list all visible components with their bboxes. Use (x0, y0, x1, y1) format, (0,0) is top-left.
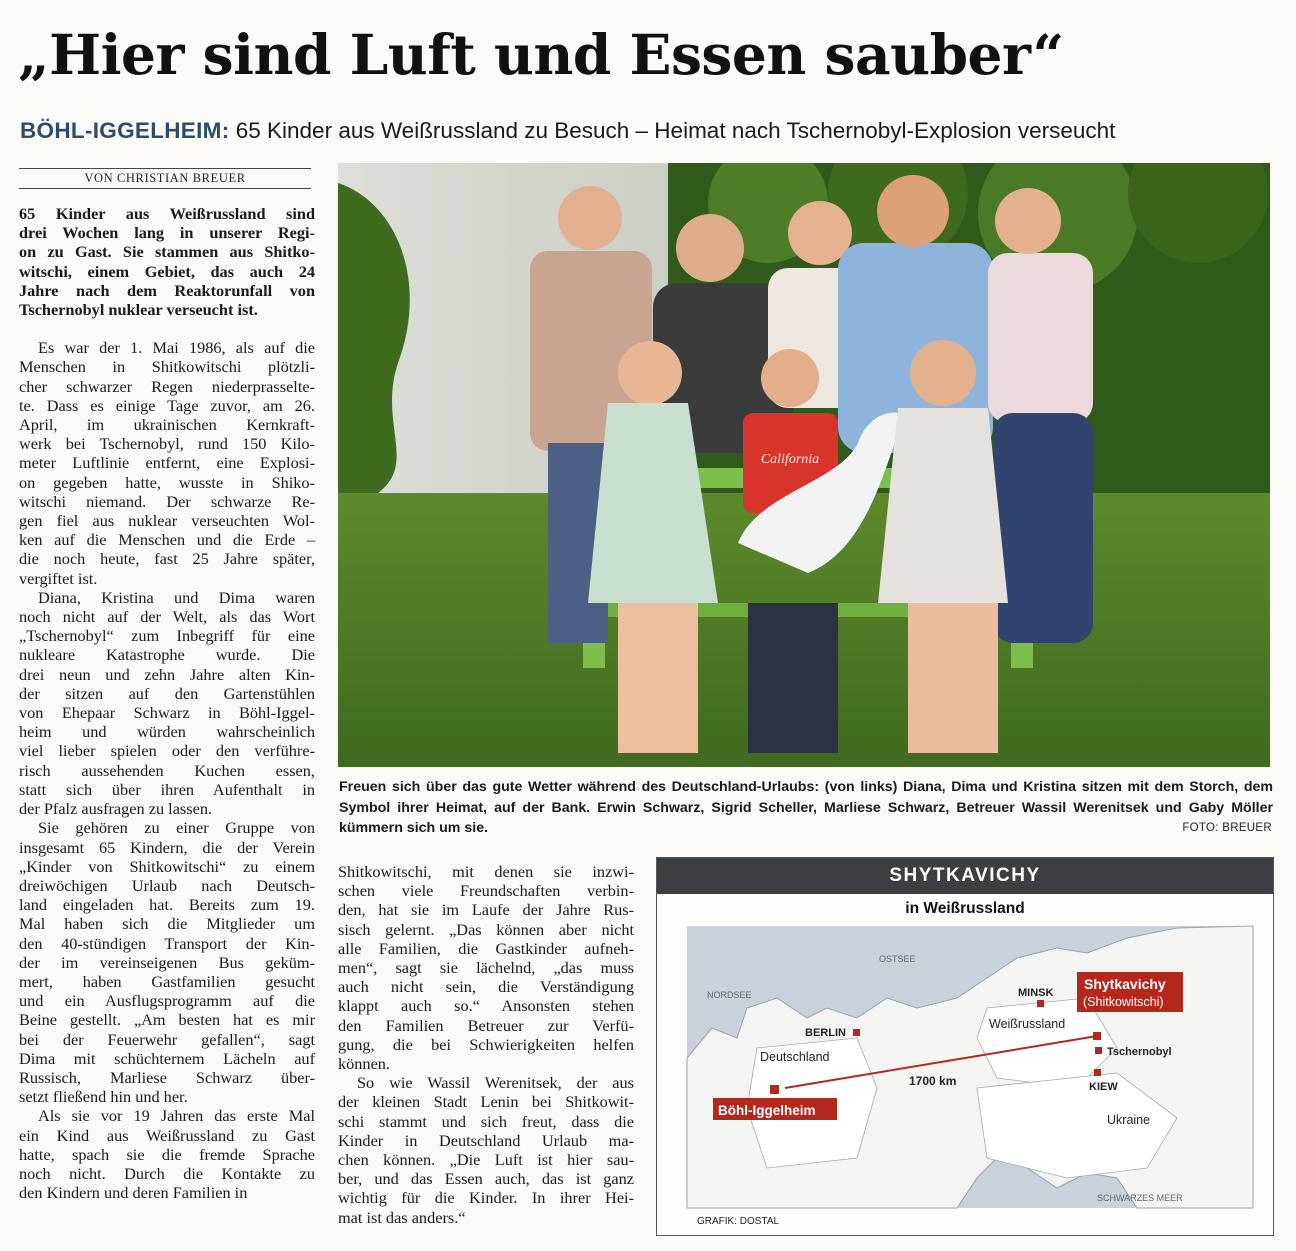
text-line: ken auf die Menschen und die Erde – (19, 530, 315, 550)
text-line: nukleare Katastrophe wurde. Die (19, 645, 315, 665)
map-credit: GRAFIK: DOSTAL (697, 1216, 780, 1227)
text-line: „Tschernobyl“ zum Inbegriff für eine (19, 626, 315, 646)
text-line: den, hat sie im Laufe der Jahre Rus- (338, 900, 634, 920)
text-line: „Kinder von Shitkowitschi“ zu einem (19, 856, 315, 876)
text-line: mat ist das anders.“ (338, 1207, 466, 1227)
label-deutschland: Deutschland (760, 1050, 830, 1064)
tschernobyl-marker (1095, 1047, 1102, 1054)
label-minsk: MINSK (1018, 987, 1054, 999)
text-line: Kinder in Deutschland Urlaub ma- (338, 1130, 634, 1150)
label-ostsee: OSTSEE (879, 954, 916, 964)
label-shitkowitschi: (Shitkowitschi) (1083, 995, 1164, 1009)
shirt-text: California (760, 452, 820, 467)
text-line: land eingeladen hat. Bereits zum 19. (19, 895, 315, 915)
boehl-marker (770, 1085, 779, 1094)
location-kicker: BÖHL-IGGELHEIM: (20, 118, 230, 143)
minsk-marker (1037, 1000, 1044, 1007)
headline: „Hier sind Luft und Essen sauber“ (18, 22, 1064, 87)
text-line: klappt auch so.“ Ansonsten stehen (338, 996, 634, 1016)
text-line: der im vereinseigenen Bus geküm- (19, 952, 315, 972)
text-line: on zu Gast. Sie stammen aus Shitko- (19, 242, 315, 262)
text-line: den 40-stündigen Transport der Kin- (19, 933, 315, 953)
text-line: on gegeben hatte, wusste in Shiko- (19, 472, 315, 492)
label-ukraine: Ukraine (1107, 1113, 1151, 1127)
text-line: So wie Wassil Werenitsek, der aus (357, 1073, 634, 1093)
text-line: statt sich über ihren Aufenthalt in (19, 779, 315, 799)
text-line: Als sie vor 19 Jahren das erste Mal (38, 1106, 315, 1126)
text-line: Shitkowitschi, mit denen sie inzwi- (338, 862, 634, 881)
text-line: meter Luftlinie entfernt, eine Explosi- (19, 453, 315, 473)
text-line: ein Kind aus Weißrussland zu Gast (19, 1125, 315, 1145)
subheadline (20, 116, 1280, 146)
text-line: men“, sagt sie lächelnd, „das muss (338, 958, 634, 978)
text-line: gen fiel aus nuklear verseuchten Wol- (19, 511, 315, 531)
text-line: noch nicht. Durch die Kontakte zu (19, 1163, 315, 1183)
label-kiew: KIEW (1089, 1081, 1118, 1093)
text-line: von Ehepaar Schwarz in Böhl-Iggel- (19, 703, 315, 723)
label-schwarzes-meer: SCHWARZES MEER (1097, 1193, 1183, 1203)
text-line: der sitzen auf den Gartenstühlen (19, 683, 315, 703)
text-line: auch nicht sein, die Verständigung (338, 977, 634, 997)
text-line: witschi, einem Gebiet, das auch 24 (19, 261, 315, 281)
text-line: te. Dass es einige Tage zuvor, am 26. (19, 395, 315, 415)
text-line: Dima mit schüchternem Lächeln auf (19, 1048, 315, 1068)
text-line: schi stammt und sich freut, dass die (338, 1111, 634, 1131)
text-line: der Pfalz ausfragen zu lassen. (19, 799, 213, 819)
text-line: Mal haben sich die Mitglieder um (19, 914, 315, 934)
subheadline-text: 65 Kinder aus Weißrussland zu Besuch – Heimat nach Tschernobyl-Explosion verseucht (235, 118, 1116, 143)
text-line: sisch gelernt. „Das können aber nicht (338, 919, 634, 939)
text-line: April, im ukrainischen Kernkraft- (19, 415, 315, 435)
map-title: SHYTKAVICHY (657, 858, 1273, 894)
text-line: vergiftet ist. (19, 568, 98, 588)
text-line: alle Familien, die Gastkinder aufneh- (338, 938, 634, 958)
text-line: chen können. „Die Luft ist hier sau- (338, 1150, 634, 1170)
text-line: setzt fließend hin und her. (19, 1087, 188, 1107)
text-line: die noch heute, fast 25 Jahre später, (19, 549, 315, 569)
byline: VON CHRISTIAN BREUER (19, 168, 311, 189)
text-line: Jahre nach dem Reaktorunfall von (19, 280, 315, 300)
label-shytkavichy: Shytkavichy (1084, 976, 1166, 992)
text-line: cher schwarzer Regen niederprasselte- (19, 376, 315, 396)
text-line: Tschernobyl nuklear verseucht ist. (19, 300, 258, 320)
text-line: den Kindern und deren Familien in (19, 1183, 248, 1203)
shytkavichy-marker (1093, 1032, 1101, 1040)
text-line: viel lieber spielen oder den verführe- (19, 741, 315, 761)
label-boehl-iggelheim: Böhl-Iggelheim (718, 1103, 816, 1118)
text-line: gung, die bei Schwierigkeiten helfen (338, 1034, 634, 1054)
text-line: und ein Ausflugsprogramm auf die (19, 991, 315, 1011)
text-line: heim und würden wahrscheinlich (19, 722, 315, 742)
text-line: den Familien Betreuer zur Verfü- (338, 1015, 634, 1035)
group-photo-illustration (338, 163, 1270, 767)
text-line: witschi niemand. Der schwarze Re- (19, 491, 315, 511)
text-line: drei neun und zehn Jahre alten Kin- (19, 664, 315, 684)
label-weissrussland: Weißrussland (989, 1017, 1066, 1031)
text-line: Sie gehören zu einer Gruppe von (38, 818, 315, 838)
text-line: Beine gestellt. „Am besten hat es mir (19, 1010, 315, 1030)
text-line: dreiwöchigen Urlaub nach Deutsch- (19, 875, 315, 895)
text-line: schen viele Freundschaften verbin- (338, 881, 634, 901)
text-line: drei Wochen lang in unserer Regi- (19, 223, 315, 243)
text-line: Es war der 1. Mai 1986, als auf die (38, 338, 315, 358)
label-nordsee: NORDSEE (707, 990, 752, 1000)
text-line: Menschen in Shitkowitschi plötzli- (19, 357, 315, 377)
map-subtitle: in Weißrussland (905, 900, 1025, 917)
kiew-marker (1094, 1069, 1101, 1076)
text-line: Diana, Kristina und Dima waren (38, 587, 315, 607)
photo-credit: FOTO: BREUER (1182, 822, 1272, 834)
map-canvas (657, 858, 1273, 1235)
article-column-1 (19, 204, 315, 1202)
label-berlin: BERLIN (805, 1027, 846, 1039)
text-line: hatte, spach sie die fremde Sprache (19, 1144, 315, 1164)
text-line: bei der Feuerwehr gefallen“, sagt (19, 1029, 315, 1049)
text-line: wichtig für die Kinder. In ihrer Hei- (338, 1188, 634, 1208)
text-line: mert, haben Gastfamilien gesucht (19, 971, 315, 991)
article-column-2 (338, 862, 634, 1227)
text-line: Russisch, Marliese Schwarz über- (19, 1067, 315, 1087)
text-line: risch aussehenden Kuchen essen, (19, 760, 315, 780)
label-tschernobyl: Tschernobyl (1107, 1046, 1172, 1058)
text-line: 65 Kinder aus Weißrussland sind (19, 204, 315, 223)
text-line: insgesamt 65 Kindern, die der Verein (19, 837, 315, 857)
text-line: werk bei Tschernobyl, rund 150 Kilo- (19, 434, 315, 454)
article-photo (338, 163, 1270, 767)
photo-caption: Freuen sich über das gute Wetter während des Deutschland-Urlaubs: (von links) Diana, Dima und Kristina sitzen mit dem Storch, dem Symbol ihrer Heimat, auf der Bank. Erwin Schwarz, Sigrid Scheller, Marliese Schwarz, Betreuer Wassil Werenitsek und Gaby Möller kümmern sich um sie. (339, 779, 1273, 836)
text-line: noch nicht auf der Welt, als das Wort (19, 607, 315, 627)
berlin-marker (853, 1029, 860, 1036)
map-graphic (656, 857, 1274, 1236)
label-distance: 1700 km (909, 1074, 957, 1088)
text-line: der kleinen Stadt Lenin bei Shitkowit- (338, 1092, 634, 1112)
text-line: ber, und das Essen auch, das ist ganz (338, 1169, 634, 1189)
text-line: können. (338, 1054, 390, 1074)
